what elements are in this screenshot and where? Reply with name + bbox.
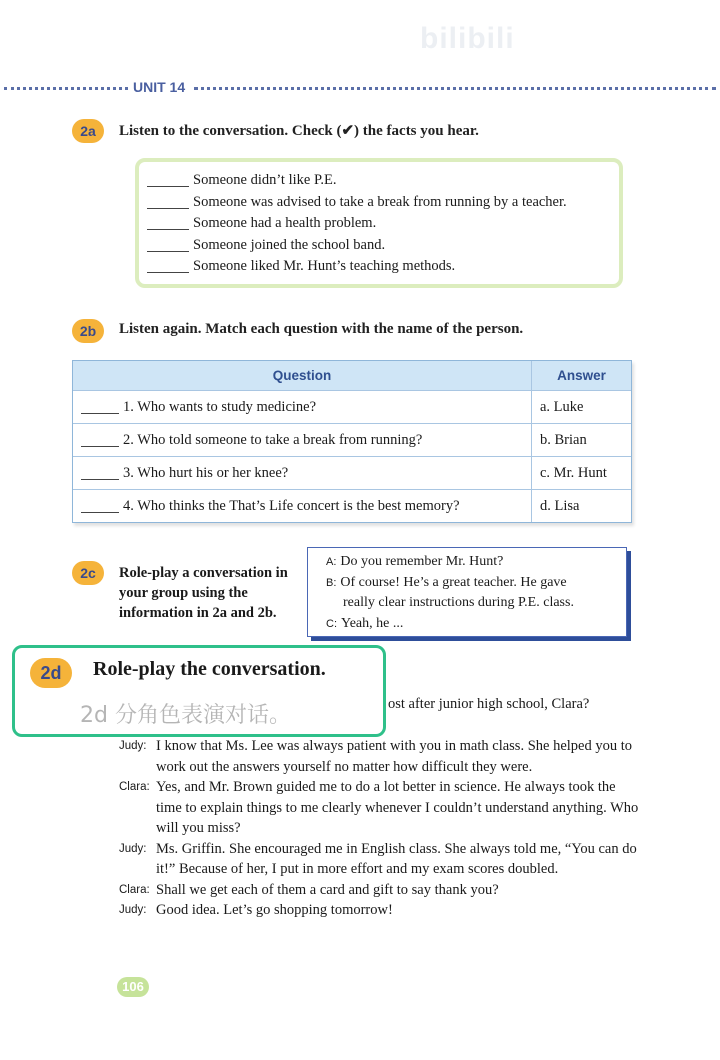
answer-cell: c. Mr. Hunt <box>540 464 607 481</box>
answer-blank[interactable] <box>81 467 119 480</box>
highlight-box-2d <box>12 645 386 737</box>
answer-cell: b. Brian <box>540 431 587 448</box>
answer-blank[interactable] <box>81 401 119 414</box>
question-cell <box>73 490 532 522</box>
fact-item <box>147 170 567 192</box>
conversation-turn <box>119 839 639 880</box>
speaker-label: A: <box>326 556 337 568</box>
question-text: 3. Who hurt his or her knee? <box>123 464 289 481</box>
facts-box-2a <box>135 158 623 288</box>
conversation-turn <box>119 736 639 777</box>
dotted-divider-right <box>194 87 716 90</box>
turn-text: Shall we get each of them a card and gift to say thank you? <box>156 881 499 898</box>
table-row <box>73 489 631 522</box>
dialogue-line-continued: really clear instructions during P.E. class. <box>343 595 574 610</box>
turn-text: Ms. Griffin. She encouraged me in English class. She always told me, “You can do it!” Because of her, I put in more effort and my exam scores doubled. <box>156 840 637 877</box>
answer-blank[interactable] <box>147 196 189 209</box>
fact-text: Someone didn’t like P.E. <box>193 172 337 189</box>
subtitle-cn: 2d 分角色表演对话。 <box>80 703 291 728</box>
dialogue-line <box>326 552 574 573</box>
answer-blank[interactable] <box>147 260 189 273</box>
speaker-label: C: <box>326 617 337 630</box>
speaker-label: Clara: <box>119 781 150 793</box>
fact-item <box>147 256 567 278</box>
speaker-label: Judy: <box>119 842 147 855</box>
badge-2a: 2a <box>72 119 104 143</box>
facts-list <box>147 170 567 278</box>
answer-cell: d. Lisa <box>540 497 580 514</box>
fact-text: Someone joined the school band. <box>193 236 386 253</box>
badge-2c: 2c <box>72 561 104 585</box>
table-header-row <box>73 361 631 390</box>
unit-label: UNIT 14 <box>133 79 186 95</box>
line-text: Yeah, he ... <box>341 615 404 631</box>
question-cell <box>73 457 532 489</box>
answer-blank[interactable] <box>81 434 119 447</box>
column-header-question: Question <box>73 361 532 390</box>
speaker-label: B: <box>326 576 337 589</box>
question-text: 1. Who wants to study medicine? <box>123 398 317 415</box>
line-text: Do you remember Mr. Hunt? <box>340 554 504 569</box>
turn-text: I know that Ms. Lee was always patient with you in math class. She helped you to work out the answers yourself no matter how difficult they were. <box>156 738 632 775</box>
partial-dialogue-line: ost after junior high school, Clara? <box>388 696 590 712</box>
instruction-2b: Listen again. Match each question with the name of the person. <box>119 321 524 337</box>
dialogue-box-2c <box>307 547 627 637</box>
instruction-2c: Role-play a conversation in your group using the information in 2a and 2b. <box>119 565 288 621</box>
speaker-label: Clara: <box>119 883 150 896</box>
fact-text: Someone had a health problem. <box>193 215 377 232</box>
conversation-turn <box>119 777 639 839</box>
column-header-answer: Answer <box>557 368 606 383</box>
answer-blank[interactable] <box>147 217 189 230</box>
turn-text: Good idea. Let’s go shopping tomorrow! <box>156 902 393 918</box>
speaker-label: Judy: <box>119 904 147 916</box>
answer-blank[interactable] <box>147 174 189 187</box>
dialogue-line <box>326 573 574 594</box>
page-number: 106 <box>117 977 149 997</box>
dialogue-line <box>326 614 574 635</box>
table-row <box>73 390 631 423</box>
dialogue-2c <box>326 552 574 634</box>
turn-text: Yes, and Mr. Brown guided me to do a lot better in science. He always took the time to explain things to me clearly whenever I couldn’t understand anything. Who will you miss? <box>156 779 639 836</box>
conversation-2d <box>119 736 639 921</box>
conversation-turn <box>119 900 639 921</box>
question-text: 2. Who told someone to take a break from running? <box>123 431 423 448</box>
unit-header <box>0 78 720 98</box>
question-text: 4. Who thinks the That’s Life concert is the best memory? <box>123 497 460 514</box>
answer-blank[interactable] <box>81 500 119 513</box>
badge-2b: 2b <box>72 319 104 343</box>
question-cell <box>73 391 532 423</box>
match-table <box>72 360 632 523</box>
instruction-2d: Role-play the conversation. <box>93 658 326 680</box>
instruction-2a: Listen to the conversation. Check (✔) the facts you hear. <box>119 123 479 139</box>
fact-item <box>147 213 567 235</box>
question-cell <box>73 424 532 456</box>
line-text: Of course! He’s a great teacher. He gave <box>340 574 567 590</box>
badge-2d: 2d <box>30 658 72 688</box>
fact-item <box>147 235 567 257</box>
fact-item <box>147 192 567 214</box>
dotted-divider-left <box>4 87 128 90</box>
fact-text: Someone liked Mr. Hunt’s teaching methods. <box>193 258 456 275</box>
answer-blank[interactable] <box>147 239 189 252</box>
watermark-logo: bilibili <box>420 22 515 55</box>
fact-text: Someone was advised to take a break from running by a teacher. <box>193 193 567 210</box>
answer-cell: a. Luke <box>540 398 584 415</box>
table-row <box>73 456 631 489</box>
conversation-turn <box>119 880 639 901</box>
speaker-label: Judy: <box>119 740 147 752</box>
table-row <box>73 423 631 456</box>
